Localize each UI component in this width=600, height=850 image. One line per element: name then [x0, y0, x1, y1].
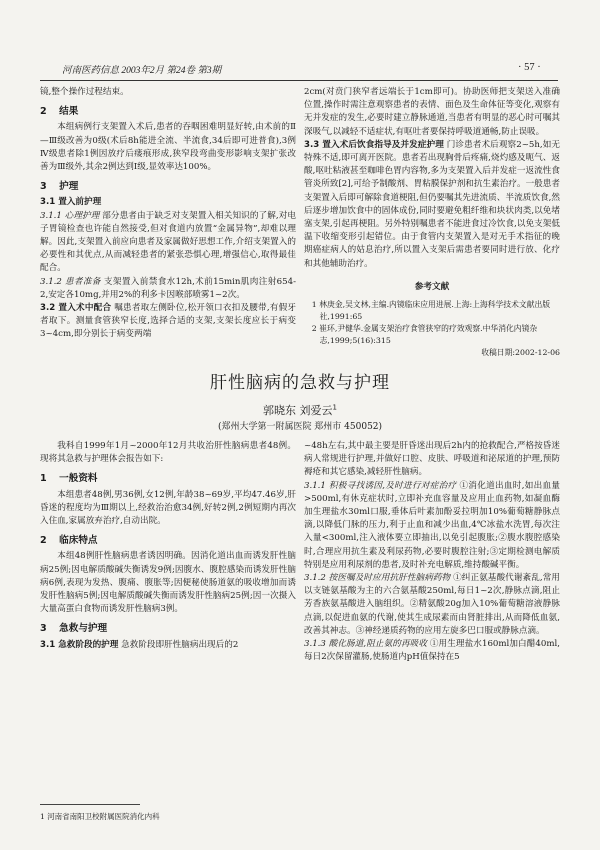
paragraph: 3.1.2 患者准备 支架置入前禁食水12h,术前15min肌肉注射654-2,安定各10mg,并用2%的利多卡因喉部喷雾1~2次。: [40, 276, 296, 300]
article-title: 肝性脑病的急救与护理: [210, 373, 390, 393]
page-number: · 57 ·: [518, 62, 541, 73]
reference-item: 2 崔环,尹健华.金属支架治疗食管狭窄的疗效观察.中华消化内镜杂志,1999;5(16):315: [311, 324, 538, 346]
section-heading: 2 临床特点: [40, 535, 98, 547]
footnote: 1 河南省南阳卫校附属医院消化内科: [40, 812, 160, 821]
section-heading: 3 护理: [40, 181, 79, 193]
paragraph: 3.2 置入术中配合 嘱患者取左侧卧位,松开领口衣扣及腰带,有假牙者取下。测量食管狭窄长度,选择合适的支架,支架长度应长于病变3~4cm,即分别长于病变两端: [40, 303, 297, 340]
article-authors: 郭晓东 刘爱云$^1$: [263, 403, 337, 417]
header-rule: [40, 80, 558, 81]
paragraph: 3.1.2 按医嘱及时应用抗肝性脑病药物 ①纠正氨基酸代谢紊乱,常用以支链氨基酸为主的六合氨基酸250ml,每日1~2次,静脉点滴,阻止芳香族氨基酸进入脑组织。②精氨酸20g加入10%葡萄糖溶液静脉点滴,以促进血氨的代谢,使其生成尿素而由肾脏排出,从而降低血氨,改善其神志。③神经递质药物的应用左旋多巴口服或静脉点滴。: [304, 573, 561, 636]
top-left-column: [40, 86, 296, 342]
paragraph: 3.3 置入术后饮食指导及并发症护理 门诊患者术后观察2~5h,如无特殊不适,即可离开医院。患者若出现胸骨后疼痛,烧灼感及呃气、返酸,呕吐粘液甚至咖啡色胃内容物,多为支架置入后并发症一返流性食管炎所致[2],可给予制酸剂、胃粘膜保护剂和抗生素治疗。一般患者支架置入后即可解除食道梗阻,但仍要嘱其先进流质、半流质饮食,然后逐步增加饮食中的固体成份,同时要避免粗纤维和块状肉类,以免堵塞支架,引起再梗阻。另外特别嘱患者不能进食过冷饮食,以免支架低温下收缩变形引起错位。由于食管内支架置入是对无手术指征的晚期癌症病人的姑息治疗,所以置入支架后需患者要同时进行放、化疗和其他辅助治疗。: [304, 139, 561, 269]
section-heading: 1 一般资料: [40, 473, 98, 485]
subsection-heading: 3.1 置入前护理: [40, 197, 102, 208]
section-heading: 2 结果: [40, 106, 79, 118]
paragraph: 3.1.1 积极寻找诱因,及时进行对症治疗 ①消化道出血时,如出血量>500ml,有休克症状时,立即补充血容量及应用止血药物,如凝血酶加生理盐水30ml口服,垂体后叶素加酚妥拉明加10%葡萄糖静脉点滴,以降低门脉的压力,利于止血和减少出血,4℃冰盐水洗胃,每次注入量<300ml,注入液体要立即抽出,以免引起腹胀;②腹水腹腔感染时,合理应用抗生素及利尿药物,必要时腹腔注射;③定期检测电解质特别是应用利尿剂的患者,及时补充电解质,维持酸碱平衡。: [304, 480, 560, 570]
paragraph: 3.1.1 心理护理 部分患者由于缺乏对支架置入相关知识的了解,对电子胃镜检查也许能自然接受,但对食道内放置“金属异物”,却难以理解。因此,支架置入前应向患者及家属做好思想工作,介绍支架置入的必要性和其优点,从而减轻患者的紧张恐惧心理,增强信心,取得最佳配合。: [40, 210, 296, 274]
running-head: 河南医药信息 2003年2月 第24卷 第3期: [62, 66, 222, 76]
bottom-right-column: [304, 440, 560, 664]
footnote-rule: [40, 804, 140, 805]
bottom-left-column: [40, 440, 296, 652]
paragraph: 本组病例行支架置入术后,患者的吞咽困难明显好转,由术前的Ⅱ—Ⅲ级改善为0级(术后8h能进全流、半流食,34后即可进普食),3例Ⅳ级患者除1例因放疗后瘘痕形成,狭窄段弯曲变形影响支架扩张改善为Ⅲ级外,其余2例达到Ⅰ级,显效率达100%。: [40, 122, 296, 173]
article-affiliation: (郑州大学第一附属医院 郑州市 450052): [217, 422, 383, 432]
paragraph: 本组患者48例,男36例,女12例,年龄38~69岁,平均47.46岁,肝昏迷的程度均为Ⅲ期以上,经救治治愈34例,好转2例,2例短期内再次入住血,家属放弃治疗,自动出院。: [40, 489, 296, 527]
received-date: 收稿日期:2002-12-06: [481, 348, 560, 358]
references-heading: 参考文献: [414, 281, 450, 292]
continuation-text: 镜,整个操作过程结束。: [40, 87, 129, 97]
paragraph: 3.1.3 酸化肠道,阻止氨的再吸收 ①用生理盐水160ml加白醋40ml,每日2次保留灌肠,使肠道内pH值保持在5: [304, 639, 560, 663]
paragraph: 2cm(对贲门狭窄者远端长于1cm即可)。协助医师把支架送入准确位置,操作时需注意观察患者的表情、面色及生命体征等变化,观察有无并发症的发生,必要时建立静脉通道,当患者有明显的恶心时可嘱其深吸气,以减轻不适症状,有呕吐者要保持呼吸道通畅,防止误吸。: [304, 87, 560, 137]
top-right-column: [304, 86, 560, 359]
paragraph: 3.1 急救阶段的护理 急救阶段即肝性脑病出现后的2: [40, 639, 239, 650]
paragraph: 本组48例肝性脑病患者诱因明确。因消化道出血而诱发肝性脑病25例;因电解质酸碱失衡诱发9例;因腹水、腹腔感染而诱发肝性脑病6例,表现为发热、腹痛、腹胀等;因便秘使肠道氨的吸收增加而诱发肝性脑病5例;因电解质酸碱失衡而诱发肝性脑病25例;因一次摄入大量高蛋白食物而诱发肝性脑病3例。: [40, 551, 296, 615]
reference-item: 1 林庚金,吴文林,主编.内镜临床应用进展.上海:上海科学技术文献出版社,1991:65: [311, 300, 551, 322]
paragraph: ~48h左右,其中最主要是肝昏迷出现后2h内的抢救配合,严格按昏迷病人常规进行护理,并做好口腔、皮肤、呼吸道和泌尿道的护理,预防褥疮和其它感染,减轻肝性脑病。: [304, 441, 560, 478]
intro-paragraph: 我科自1999年1月~2000年12月共收治肝性脑病患者48例。现将其急救与护理体会报告如下:: [40, 441, 296, 465]
section-heading: 3 急救与护理: [40, 623, 108, 635]
